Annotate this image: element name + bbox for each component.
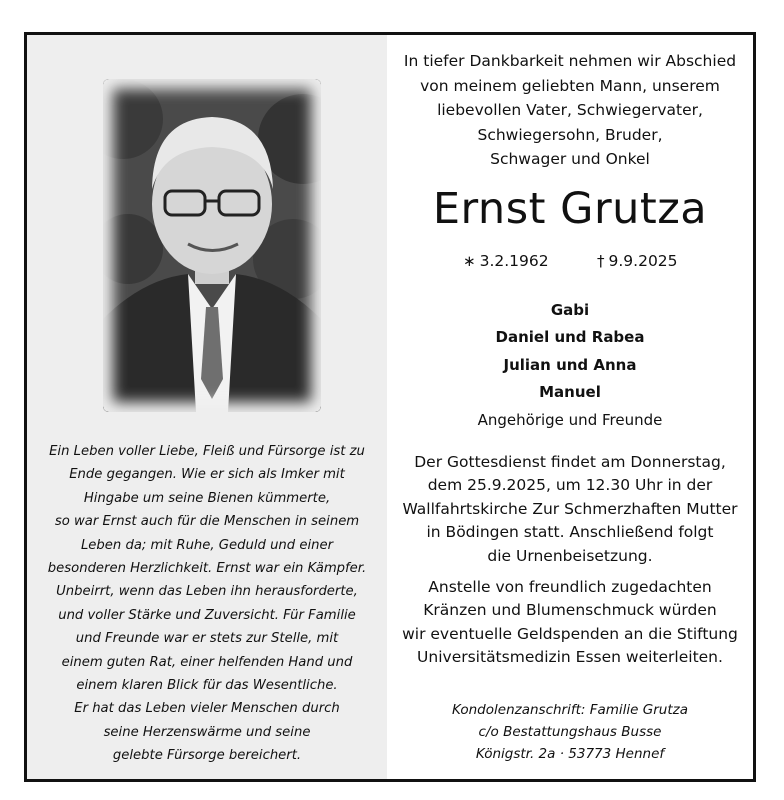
death-date-group <box>597 249 678 273</box>
tribute-line: Leben da; mit Ruhe, Geduld und einer <box>80 537 334 553</box>
tribute-line: einem klaren Blick für das Wesentliche. <box>76 678 338 694</box>
tribute-line: und voller Stärke und Zuversicht. Für Familie <box>58 607 356 623</box>
birth-star-icon: ∗ <box>463 252 476 270</box>
service-line: die Urnenbeisetzung. <box>487 546 653 565</box>
tribute-line: und Freunde war er stets zur Stelle, mit <box>75 631 339 647</box>
contact-line: Königstr. 2a · 53773 Hennef <box>475 746 665 762</box>
mourner-name: Daniel und Rabea <box>495 328 645 347</box>
mourner-name: Julian und Anna <box>503 355 637 374</box>
contact-line: Kondolenzanschrift: Familie Grutza <box>452 702 688 718</box>
service-line: Der Gottesdienst findet am Donnerstag, <box>414 453 726 471</box>
contact-line: c/o Bestattungshaus Busse <box>478 724 662 740</box>
service-info <box>387 451 753 568</box>
condolence-address <box>387 699 753 765</box>
photo-vignette <box>103 79 321 412</box>
intro-line: Schwager und Onkel <box>490 150 650 168</box>
tribute-line: einem guten Rat, einer helfenden Hand und <box>61 654 353 670</box>
donation-line: Anstelle von freundlich zugedachten <box>428 578 712 596</box>
donation-line: wir eventuelle Geldspenden an die Stiftung <box>402 624 738 643</box>
tribute-line: gelebte Fürsorge bereichert. <box>112 748 302 764</box>
intro-text <box>387 49 753 172</box>
service-line: in Bödingen statt. Anschließend folgt <box>426 523 714 542</box>
death-date: 9.9.2025 <box>608 252 678 270</box>
right-panel <box>387 35 753 779</box>
intro-line: Schwiegersohn, Bruder, <box>477 125 663 144</box>
left-panel <box>27 35 387 779</box>
tribute-line: Ein Leben voller Liebe, Fleiß und Fürsorge ist zu <box>49 444 365 459</box>
mourners-list <box>387 297 753 434</box>
deceased-name: Ernst Grutza <box>432 184 708 234</box>
relatives-and-friends: Angehörige und Freunde <box>477 410 663 429</box>
birth-date: 3.2.1962 <box>479 252 549 270</box>
death-cross-icon: † <box>597 252 605 270</box>
donation-line: Universitätsmedizin Essen weiterleiten. <box>417 648 723 667</box>
intro-line: liebevollen Vater, Schwiegervater, <box>437 101 703 119</box>
tribute-line: Ende gegangen. Wie er sich als Imker mit <box>69 467 345 483</box>
service-line: Wallfahrtskirche Zur Schmerzhaften Mutter <box>402 499 738 518</box>
mourner-name: Gabi <box>550 301 590 319</box>
mourner-name: Manuel <box>539 383 601 402</box>
tribute-text <box>37 440 377 768</box>
intro-line: In tiefer Dankbarkeit nehmen wir Abschied <box>403 52 737 70</box>
birth-date-group <box>463 249 549 273</box>
portrait-photo <box>103 79 321 412</box>
tribute-line: seine Herzenswärme und seine <box>103 724 311 740</box>
tribute-line: Unbeirrt, wenn das Leben ihn herausforderte, <box>56 584 358 600</box>
donation-info <box>387 576 753 670</box>
tribute-line: besonderen Herzlichkeit. Ernst war ein Kämpfer. <box>47 561 367 577</box>
tribute-line: Er hat das Leben vieler Menschen durch <box>74 701 340 717</box>
intro-line: von meinem geliebten Mann, unserem <box>420 76 720 95</box>
tribute-line: Hingabe um seine Bienen kümmerte, <box>83 490 331 506</box>
tribute-line: so war Ernst auch für die Menschen in seinem <box>54 514 360 530</box>
obituary-frame <box>24 32 756 782</box>
donation-line: Kränzen und Blumenschmuck würden <box>423 601 717 620</box>
service-line: dem 25.9.2025, um 12.30 Uhr in der <box>427 476 713 495</box>
